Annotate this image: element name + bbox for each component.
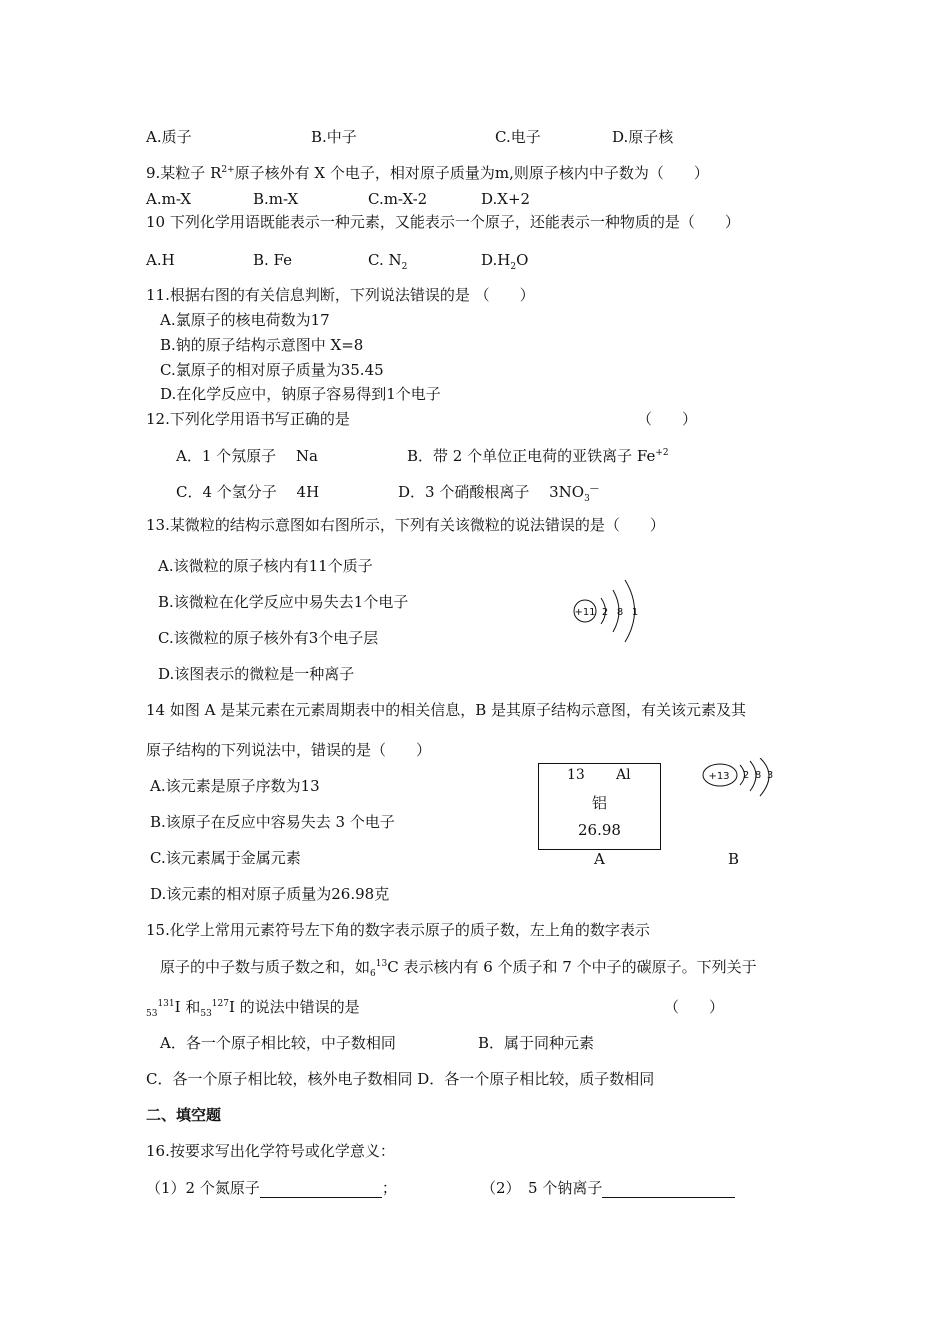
- q15-answer-paren: （ ）: [664, 998, 725, 1016]
- q14-shell-label-2: 8: [754, 770, 762, 781]
- q16-item1: [146, 1178, 397, 1198]
- q16-item2-label: （2） 5 个钠离子: [481, 1179, 603, 1197]
- q15-line2-pre: 原子的中子数与质子数之和，如: [160, 958, 371, 976]
- q14-label-a: A: [594, 850, 605, 868]
- q10-stem: 10 下列化学用语既能表示一种元素，又能表示一个原子，还能表示一种物质的是（ ）: [146, 213, 740, 231]
- q15-line2-sup: 13: [375, 959, 388, 969]
- q14-atomic-mass: 26.98: [578, 821, 621, 839]
- q15-line2-post: C 表示核内有 6 个质子和 7 个中子的碳原子。下列关于: [387, 958, 757, 976]
- q14-shell-label-1: 2: [742, 770, 750, 781]
- q16-item2: [481, 1178, 735, 1198]
- q16-item2-answer-blank[interactable]: [602, 1181, 735, 1198]
- q11-option-a: A.氯原子的核电荷数为17: [160, 311, 330, 329]
- q9-stem-post: 原子核外有 X 个电子，相对原子质量为m,则原子核内中子数为（ ）: [234, 164, 709, 182]
- q15-line3-sup2: 127: [211, 999, 229, 1009]
- q12-option-d-sup: —: [589, 484, 599, 494]
- q14-element-symbol: Al: [616, 767, 631, 783]
- q9-stem-pre: 9.某粒子 R: [146, 164, 222, 182]
- q13-atom-structure-diagram: [568, 570, 648, 650]
- q14-periodic-table-cell: [538, 763, 661, 850]
- q14-option-c: C.该元素属于金属元素: [150, 849, 301, 867]
- q8-option-b: B.中子: [311, 128, 357, 146]
- q15-line3-post: I 的说法中错误的是: [228, 998, 360, 1016]
- q10-option-c: [368, 250, 407, 270]
- q11-option-c: C.氯原子的相对原子质量为35.45: [160, 361, 384, 379]
- q16-stem: 16.按要求写出化学符号或化学意义：: [146, 1142, 395, 1160]
- q15-line2-sub: 6: [370, 969, 376, 979]
- q14-atomic-number: 13: [567, 767, 585, 783]
- q12-stem: 12.下列化学用语书写正确的是: [146, 410, 350, 428]
- q15-line3-sub2: 53: [200, 1009, 212, 1019]
- q10-option-a: A.H: [146, 251, 175, 269]
- q9-stem: [146, 163, 709, 183]
- q15-option-a: A．各一个原子相比较，中子数相同: [160, 1034, 396, 1052]
- q13-option-d: D.该图表示的微粒是一种离子: [158, 665, 355, 683]
- q12-option-b: [407, 446, 669, 466]
- q12-option-a: A．1 个氖原子 Na: [176, 447, 318, 465]
- q15-line1: 15.化学上常用元素符号左下角的数字表示原子的质子数，左上角的数字表示: [146, 921, 650, 939]
- q12-option-c: C．4 个氢分子 4H: [176, 483, 320, 501]
- q14-stem-line2: 原子结构的下列说法中，错误的是（ ）: [146, 741, 432, 759]
- q10-option-d-text: D.H: [481, 251, 511, 269]
- q8-option-c: C.电子: [495, 128, 541, 146]
- q9-option-c: C.m-X-2: [368, 190, 428, 208]
- q9-option-b: B.m-X: [253, 190, 299, 208]
- q10-option-b: B. Fe: [253, 251, 293, 269]
- q12-option-d: [398, 482, 599, 502]
- q15-line3-mid: I 和: [174, 998, 201, 1016]
- q10-option-c-text: C. N: [368, 251, 402, 269]
- q12-option-d-text: D．3 个硝酸根离子 3NO: [398, 483, 585, 501]
- q15-option-cd: C．各一个原子相比较，核外电子数相同 D．各一个原子相比较，质子数相同: [146, 1070, 655, 1088]
- q14-stem-line1: 14 如图 A 是某元素在元素周期表中的相关信息，B 是其原子结构示意图，有关该元素及其: [146, 701, 747, 719]
- q9-stem-charge: 2+: [221, 165, 235, 175]
- q16-item1-end: ；: [381, 1179, 397, 1197]
- q15-line3-sub1: 53: [146, 1009, 158, 1019]
- q14-label-b: B: [728, 850, 740, 868]
- q15-option-b: B．属于同种元素: [478, 1034, 595, 1052]
- q11-option-b: B.钠的原子结构示意图中 X=8: [160, 336, 364, 354]
- q13-shell-label-1: 2: [601, 607, 609, 618]
- q12-answer-paren: （ ）: [637, 410, 698, 428]
- q13-shell-label-3: 1: [631, 607, 639, 618]
- q16-item1-answer-blank[interactable]: [260, 1181, 382, 1198]
- q10-option-d-sub: 2: [510, 262, 517, 272]
- q13-option-a: A.该微粒的原子核内有11个质子: [158, 557, 373, 575]
- q11-option-d: D.在化学反应中，钠原子容易得到1个电子: [160, 385, 441, 403]
- q12-option-b-text: B．带 2 个单位正电荷的亚铁离子 Fe: [407, 447, 656, 465]
- q13-shell-label-2: 8: [616, 607, 624, 618]
- q13-option-b: B.该微粒在化学反应中易失去1个电子: [158, 593, 409, 611]
- q10-option-d-tail: O: [516, 251, 529, 269]
- section-title-fill-in: 二、填空题: [146, 1106, 222, 1124]
- q14-option-b: B.该原子在反应中容易失去 3 个电子: [150, 813, 395, 831]
- q15-line2: [160, 957, 757, 977]
- q14-option-a: A.该元素是原子序数为13: [150, 777, 320, 795]
- q10-option-c-sub: 2: [401, 262, 408, 272]
- q13-nucleus-label: +11: [574, 607, 596, 618]
- q14-shell-label-3: 3: [766, 770, 774, 781]
- q12-option-d-sub: 3: [584, 494, 590, 504]
- q8-option-d: D.原子核: [612, 128, 674, 146]
- q14-element-name: 铝: [591, 794, 607, 812]
- q14-nucleus-label: +13: [708, 771, 730, 782]
- q8-option-a: A.质子: [146, 128, 192, 146]
- q13-stem: 13.某微粒的结构示意图如右图所示，下列有关该微粒的说法错误的是（ ）: [146, 516, 665, 534]
- q14-option-d: D.该元素的相对原子质量为26.98克: [150, 885, 390, 903]
- q15-line3-sup1: 131: [157, 999, 175, 1009]
- q13-option-c: C.该微粒的原子核外有3个电子层: [158, 629, 379, 647]
- q16-item1-label: （1）2 个氮原子: [146, 1179, 260, 1197]
- q11-stem: 11.根据右图的有关信息判断，下列说法错误的是 （ ）: [146, 286, 535, 304]
- q14-atom-structure-diagram: [700, 758, 782, 804]
- q15-line3: [146, 997, 360, 1017]
- q9-option-a: A.m-X: [146, 190, 192, 208]
- q12-option-b-sup: +2: [655, 448, 669, 458]
- q10-option-d: [481, 250, 528, 270]
- q9-option-d: D.X+2: [481, 190, 531, 208]
